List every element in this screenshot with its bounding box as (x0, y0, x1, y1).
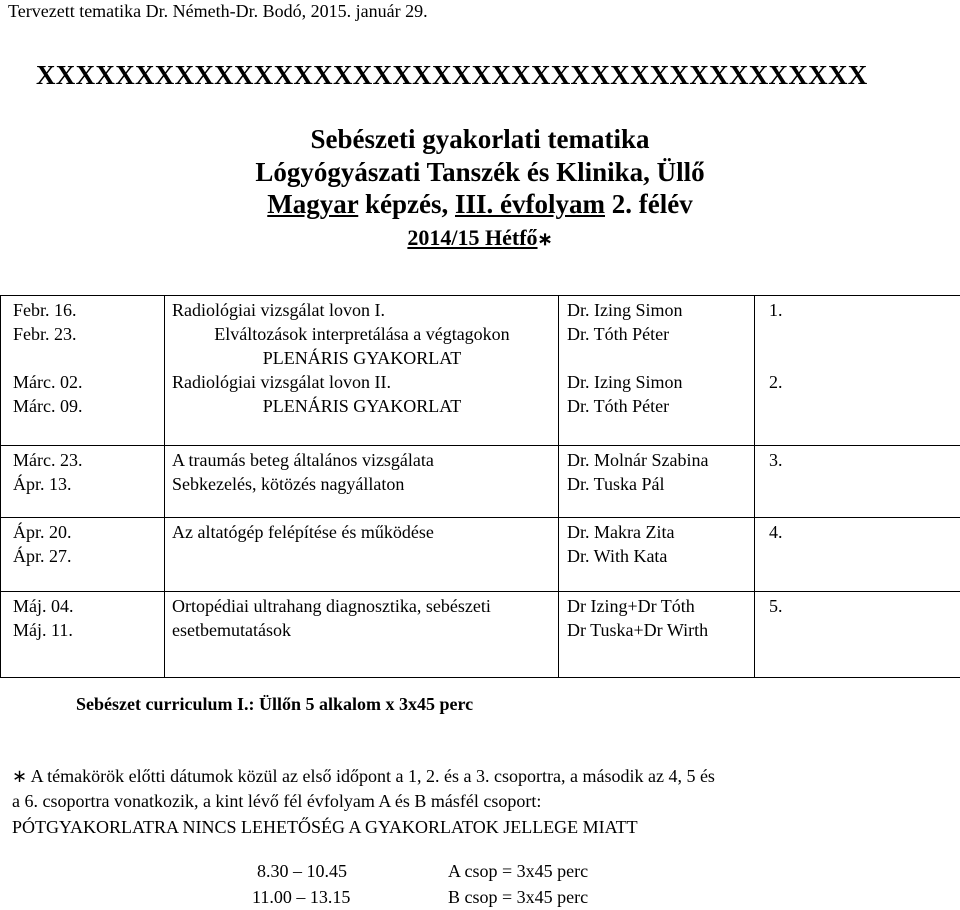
asterisk-icon: ∗ (12, 766, 28, 786)
group-cell (755, 592, 960, 678)
group-cell (755, 296, 960, 446)
academic-year-label: 2014/15 Hétfő (407, 225, 538, 250)
time-slot-a: 8.30 – 10.45 (257, 861, 347, 881)
teacher-line: Dr. Tóth Péter (567, 396, 670, 416)
group-slot-a: A csop = 3x45 perc (448, 861, 589, 881)
topic-cell (165, 592, 559, 678)
schedule-row (1, 296, 960, 446)
date-cell (1, 296, 165, 446)
footnote-line-3: PÓTGYAKORLATRA NINCS LEHETŐSÉG A GYAKORLATOK JELLEGE MIATT (12, 817, 638, 837)
group-number: 1. (769, 300, 783, 320)
x-separator-line: XXXXXXXXXXXXXXXXXXXXXXXXXXXXXXXXXXXXXXXXXX (36, 60, 868, 90)
date-line: Márc. 02. (13, 372, 83, 392)
course-language: Magyar (267, 189, 359, 219)
teacher-line: Dr. Molnár Szabina (567, 450, 709, 470)
course-type: képzés, (358, 189, 455, 219)
document-subtitle-course (0, 188, 960, 220)
time-slot-b: 11.00 – 13.15 (252, 887, 351, 907)
date-line: Ápr. 27. (13, 546, 72, 566)
group-number: 4. (769, 522, 783, 542)
teacher-line: Dr Izing+Dr Tóth (567, 596, 695, 616)
topic-line: A traumás beteg általános vizsgálata (172, 450, 434, 470)
topic-line: Radiológiai vizsgálat lovon II. (172, 372, 391, 392)
course-year: III. évfolyam (455, 189, 605, 219)
document-title: Sebészeti gyakorlati tematika (310, 124, 650, 154)
teacher-cell (559, 592, 755, 678)
document-subtitle-department: Lógyógyászati Tanszék és Klinika, Üllő (255, 157, 705, 187)
teacher-line: Dr. Tóth Péter (567, 324, 670, 344)
topic-line: Ortopédiai ultrahang diagnosztika, sebészeti (172, 596, 491, 616)
date-cell (1, 592, 165, 678)
topic-line: PLENÁRIS GYAKORLAT (262, 396, 462, 416)
group-number: 2. (769, 372, 783, 392)
teacher-cell (559, 518, 755, 592)
teacher-line: Dr. Izing Simon (567, 372, 683, 392)
teacher-cell (559, 446, 755, 518)
topic-line: Sebkezelés, kötözés nagyállaton (172, 474, 405, 494)
schedule-row (1, 446, 960, 518)
topic-cell (165, 296, 559, 446)
schedule-row (1, 592, 960, 678)
date-line: Ápr. 20. (13, 522, 72, 542)
group-number: 3. (769, 450, 783, 470)
group-cell (755, 446, 960, 518)
group-number (769, 322, 954, 346)
date-line: Febr. 23. (13, 324, 77, 344)
date-line: Márc. 09. (13, 396, 83, 416)
academic-year-day (0, 226, 960, 251)
topic-line: PLENÁRIS GYAKORLAT (262, 348, 462, 368)
teacher-line: Dr. Izing Simon (567, 300, 683, 320)
header-note: Tervezett tematika Dr. Németh-Dr. Bodó, 2015. január 29. (8, 1, 428, 21)
date-cell (1, 446, 165, 518)
date-line: Máj. 04. (13, 596, 74, 616)
schedule-row (1, 518, 960, 592)
course-semester: 2. félév (605, 189, 693, 219)
date-line: Febr. 16. (13, 300, 77, 320)
date-line (13, 346, 158, 370)
date-line: Máj. 11. (13, 620, 73, 640)
group-number: 5. (769, 596, 783, 616)
group-number (769, 346, 954, 370)
teacher-line: Dr. Tuska Pál (567, 474, 665, 494)
topic-line: Radiológiai vizsgálat lovon I. (172, 300, 385, 320)
footnote-text-1: A témakörök előtti dátumok közül az első időpont a 1, 2. és a 3. csoportra, a második az 4, 5 és (27, 766, 715, 786)
date-line: Márc. 23. (13, 450, 83, 470)
date-line: Ápr. 13. (13, 474, 72, 494)
teacher-line: Dr Tuska+Dr Wirth (567, 620, 709, 640)
teacher-line: Dr. With Kata (567, 546, 668, 566)
topic-line: esetbemutatások (172, 620, 291, 640)
topic-cell (165, 518, 559, 592)
footnote-line-1 (12, 765, 715, 787)
topic-line: Az altatógép felépítése és működése (172, 522, 434, 542)
teacher-line (567, 346, 748, 370)
footnote-line-2: a 6. csoportra vonatkozik, a kint lévő fél évfolyam A és B másfél csoport: (12, 791, 542, 811)
schedule-table (0, 295, 960, 678)
group-slot-b: B csop = 3x45 perc (448, 887, 589, 907)
asterisk-icon: ∗ (537, 229, 553, 249)
teacher-line: Dr. Makra Zita (567, 522, 675, 542)
curriculum-summary: Sebészet curriculum I.: Üllőn 5 alkalom x 3x45 perc (76, 694, 474, 714)
date-cell (1, 518, 165, 592)
group-cell (755, 518, 960, 592)
teacher-cell (559, 296, 755, 446)
topic-cell (165, 446, 559, 518)
topic-line: Elváltozások interpretálása a végtagokon (214, 324, 510, 344)
